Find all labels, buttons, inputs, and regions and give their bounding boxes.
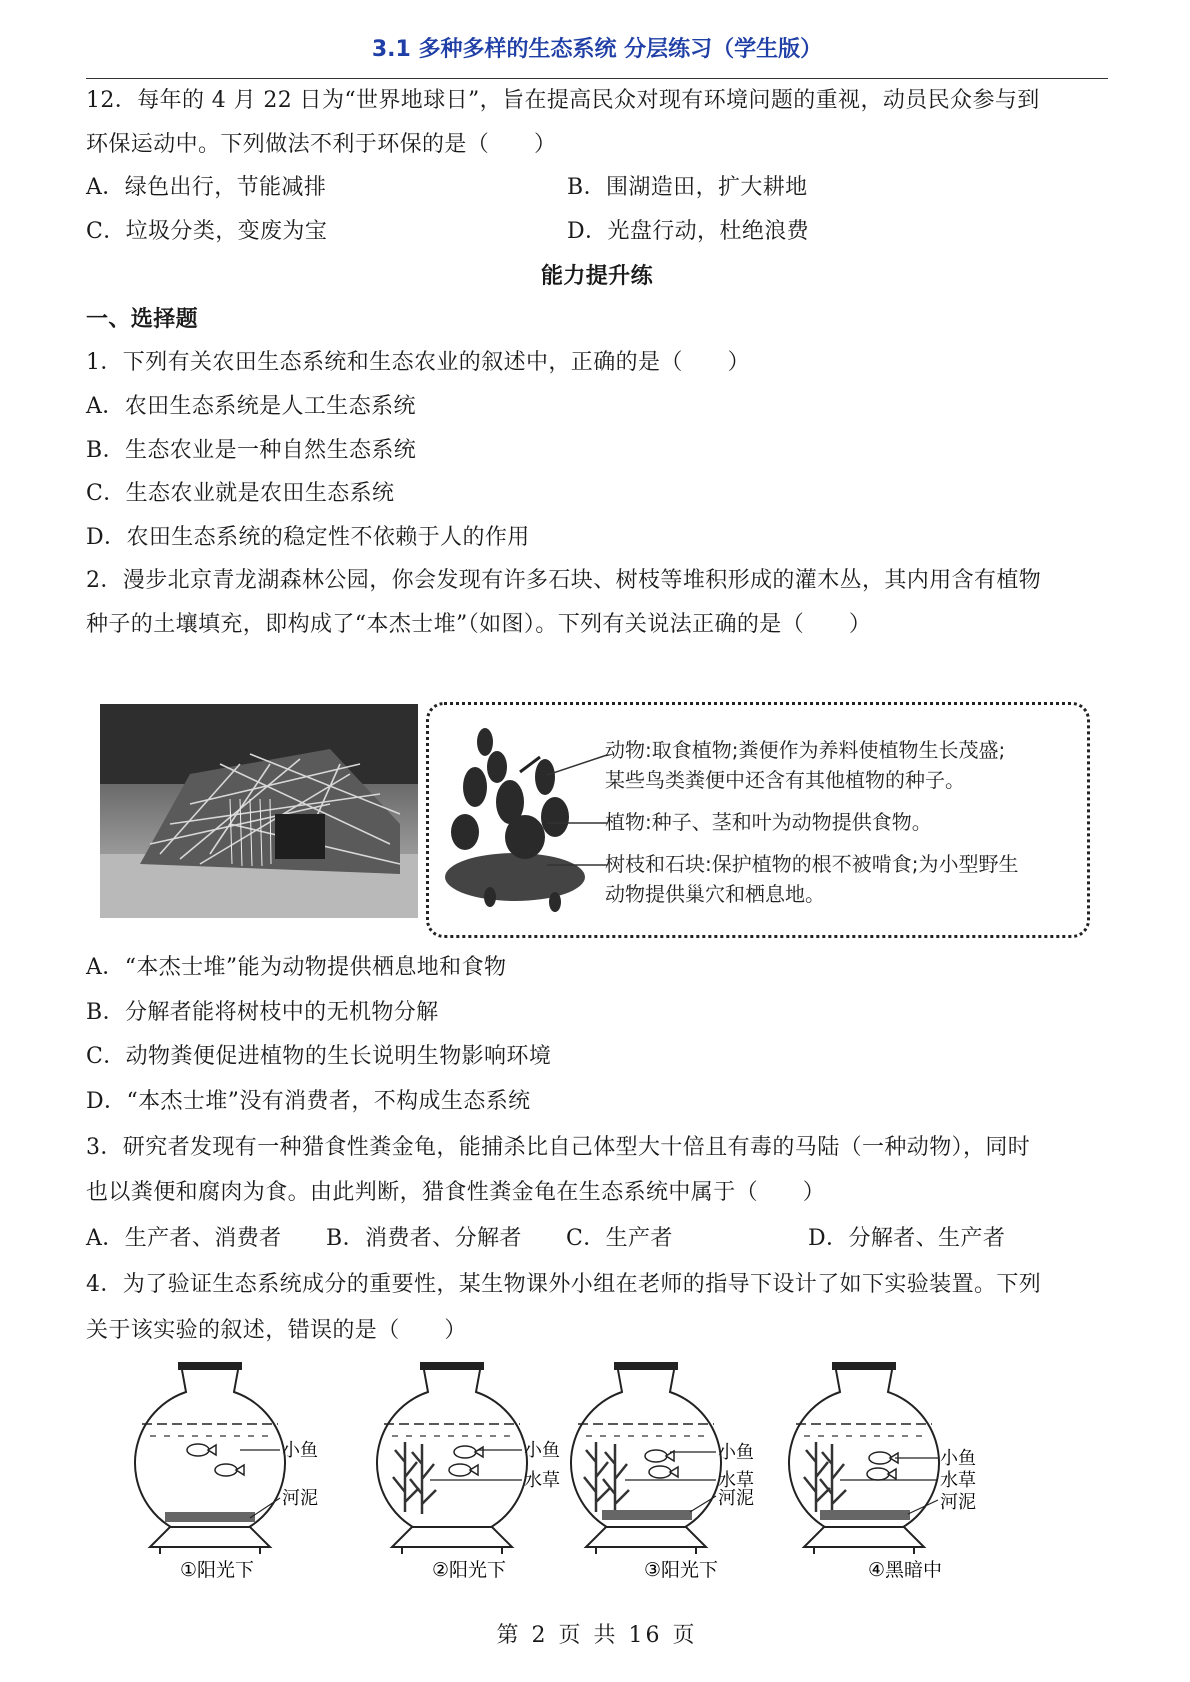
bowl4-label-fish: 小鱼 xyxy=(940,1448,976,1469)
experiment-bowls-figure xyxy=(130,1362,1090,1594)
q2-stem-line1: 2．漫步北京青龙湖森林公园，你会发现有许多石块、树枝等堆积形成的灌木丛，其内用含有植物 xyxy=(86,568,1042,593)
q12-option-a: A．绿色出行，节能减排 xyxy=(86,175,327,200)
callout-branch-line1: 树枝和石块:保护植物的根不被啃食;为小型野生 xyxy=(605,852,1019,876)
bowl3-label-grass: 水草 xyxy=(718,1470,754,1491)
four-bowls-illustration xyxy=(130,1362,1090,1594)
section-subtitle: 一、选择题 xyxy=(86,307,199,332)
bowl1-label-fish: 小鱼 xyxy=(282,1440,318,1461)
bowl1-label-mud: 河泥 xyxy=(282,1488,318,1509)
figure-callout-box xyxy=(426,702,1090,938)
q1-option-b: B．生态农业是一种自然生态系统 xyxy=(86,438,417,463)
callout-branch-line2: 动物提供巢穴和栖息地。 xyxy=(605,882,825,906)
bowl1-caption: ①阳光下 xyxy=(180,1559,255,1581)
q4-stem-line1: 4．为了验证生态系统成分的重要性，某生物课外小组在老师的指导下设计了如下实验装置。下列 xyxy=(86,1272,1042,1297)
bowl4-label-mud: 河泥 xyxy=(940,1492,976,1513)
callout-animal-line1: 动物:取食植物;粪便作为养料使植物生长茂盛; xyxy=(605,738,1006,762)
bowl3-label-mud: 河泥 xyxy=(718,1488,754,1509)
q1-stem: 1．下列有关农田生态系统和生态农业的叙述中，正确的是（ ） xyxy=(86,350,750,375)
q3-option-c: C．生产者 xyxy=(566,1226,673,1251)
q4-stem-line2: 关于该实验的叙述，错误的是（ ） xyxy=(86,1318,467,1343)
q12-option-d: D．光盘行动，杜绝浪费 xyxy=(567,219,810,244)
benjes-hedge-photo xyxy=(100,704,418,918)
q2-option-c: C．动物粪便促进植物的生长说明生物影响环境 xyxy=(86,1044,552,1069)
bowl2-label-fish: 小鱼 xyxy=(524,1440,560,1461)
q1-option-a: A．农田生态系统是人工生态系统 xyxy=(86,394,416,419)
branch-pile-illustration xyxy=(100,704,418,918)
benjes-hedge-figure xyxy=(100,702,1090,942)
q2-stem-line2: 种子的土壤填充，即构成了“本杰士堆”（如图）。下列有关说法正确的是（ ） xyxy=(86,612,872,637)
bowl2-caption: ②阳光下 xyxy=(432,1559,507,1581)
q12-option-b: B．围湖造田，扩大耕地 xyxy=(567,175,808,200)
bowl3-label-fish: 小鱼 xyxy=(718,1442,754,1463)
q2-option-a: A．“本杰士堆”能为动物提供栖息地和食物 xyxy=(86,955,507,980)
q1-option-c: C．生态农业就是农田生态系统 xyxy=(86,481,395,506)
q12-option-c: C．垃圾分类，变废为宝 xyxy=(86,219,328,244)
callout-plant-line: 植物:种子、茎和叶为动物提供食物。 xyxy=(605,810,932,834)
header-divider xyxy=(86,78,1108,79)
page-number-footer: 第 2 页 共 16 页 xyxy=(496,1623,698,1648)
q12-stem-line1: 12．每年的 4 月 22 日为“世界地球日”，旨在提高民众对现有环境问题的重视，动员民众参与到 xyxy=(86,88,1040,113)
q3-option-a: A．生产者、消费者 xyxy=(86,1226,282,1251)
bowl2-label-grass: 水草 xyxy=(524,1470,560,1491)
callout-animal-line2: 某些鸟类粪便中还含有其他植物的种子。 xyxy=(605,768,965,792)
section-title: 能力提升练 xyxy=(540,264,653,289)
q3-stem-line1: 3．研究者发现有一种猎食性粪金龟，能捕杀比自己体型大十倍且有毒的马陆（一种动物），同时 xyxy=(86,1135,1031,1160)
q1-option-d: D．农田生态系统的稳定性不依赖于人的作用 xyxy=(86,525,530,550)
q2-option-d: D．“本杰士堆”没有消费者，不构成生态系统 xyxy=(86,1089,531,1114)
q3-option-d: D．分解者、生产者 xyxy=(808,1226,1006,1251)
q3-option-b: B．消费者、分解者 xyxy=(326,1226,522,1251)
bowl4-caption: ④黑暗中 xyxy=(868,1559,943,1581)
q2-option-b: B．分解者能将树枝中的无机物分解 xyxy=(86,1000,439,1025)
q12-stem-line2: 环保运动中。下列做法不利于环保的是（ ） xyxy=(86,132,557,157)
bowl4-label-grass: 水草 xyxy=(940,1470,976,1491)
q3-stem-line2: 也以粪便和腐肉为食。由此判断，猎食性粪金龟在生态系统中属于（ ） xyxy=(86,1180,826,1205)
bowl3-caption: ③阳光下 xyxy=(644,1559,719,1581)
page-header-title: 3.1 多种多样的生态系统 分层练习（学生版） xyxy=(371,37,823,62)
